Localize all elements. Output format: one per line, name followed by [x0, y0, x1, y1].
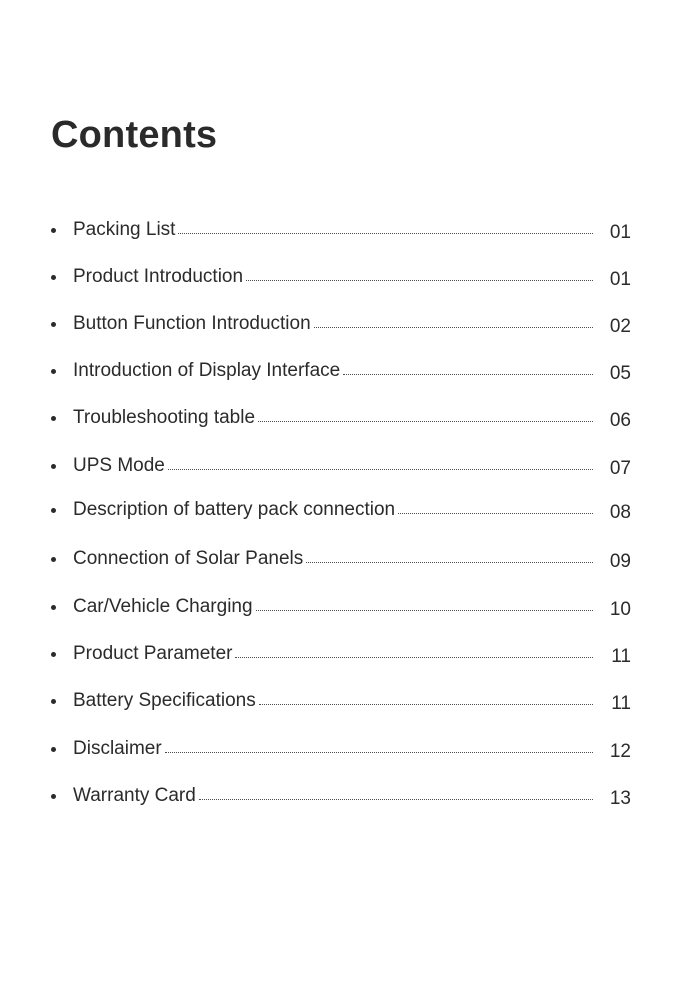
dotted-leader [258, 421, 593, 422]
toc-item-page-number: 06 [609, 410, 631, 431]
toc-item-page-number: 01 [609, 222, 631, 243]
bullet-icon [51, 228, 56, 233]
toc-item-label: Button Function Introduction [73, 313, 311, 334]
toc-item-page-number: 10 [609, 599, 631, 620]
bullet-icon [51, 699, 56, 704]
bullet-icon [51, 322, 56, 327]
toc-item-label: Packing List [73, 219, 176, 240]
toc-item-label: Product Parameter [73, 643, 233, 664]
toc-item-page-number: 11 [611, 646, 631, 667]
page-title: Contents [51, 114, 218, 156]
bullet-icon [51, 464, 56, 469]
toc-item-packing-list[interactable] [51, 206, 631, 242]
dotted-leader [398, 513, 593, 514]
bullet-icon [51, 747, 56, 752]
dotted-leader [235, 657, 593, 658]
dotted-leader [246, 280, 593, 281]
toc-item-label: UPS Mode [73, 455, 165, 476]
bullet-icon [51, 794, 56, 799]
toc-item-label: Battery Specifications [73, 690, 256, 711]
toc-item-page-number: 02 [609, 316, 631, 337]
toc-item-warranty-card[interactable] [51, 772, 631, 808]
dotted-leader [178, 233, 593, 234]
bullet-icon [51, 416, 56, 421]
toc-item-page-number: 09 [609, 551, 631, 572]
toc-item-label: Car/Vehicle Charging [73, 596, 253, 617]
bullet-icon [51, 557, 56, 562]
bullet-icon [51, 605, 56, 610]
dotted-leader [168, 469, 593, 470]
toc-item-display-interface[interactable] [51, 347, 631, 383]
bullet-icon [51, 369, 56, 374]
toc-item-product-parameter[interactable] [51, 630, 631, 666]
toc-item-button-function-introduction[interactable] [51, 300, 631, 336]
bullet-icon [51, 652, 56, 657]
bullet-icon [51, 508, 56, 513]
toc-item-ups-mode[interactable] [51, 442, 631, 478]
toc-item-page-number: 01 [609, 269, 631, 290]
toc-item-disclaimer[interactable] [51, 725, 631, 761]
toc-item-label: Troubleshooting table [73, 407, 256, 428]
toc-item-page-number: 11 [611, 693, 631, 714]
toc-item-product-introduction[interactable] [51, 253, 631, 289]
bullet-icon [51, 275, 56, 280]
toc-item-label: Warranty Card [73, 785, 196, 806]
toc-item-label: Product Introduction [73, 266, 244, 287]
toc-item-battery-specifications[interactable] [51, 677, 631, 713]
toc-item-battery-pack-connection[interactable] [51, 486, 631, 522]
dotted-leader [165, 752, 593, 753]
toc-item-vehicle-charging[interactable] [51, 583, 631, 619]
toc-item-label: Disclaimer [73, 738, 162, 759]
toc-item-label: Introduction of Display Interface [73, 360, 341, 381]
toc-item-page-number: 05 [609, 363, 631, 384]
dotted-leader [256, 610, 593, 611]
dotted-leader [306, 562, 593, 563]
toc-item-label: Connection of Solar Panels [73, 548, 304, 569]
dotted-leader [259, 704, 593, 705]
toc-item-page-number: 12 [609, 741, 631, 762]
dotted-leader [343, 374, 593, 375]
toc-item-page-number: 07 [609, 458, 631, 479]
toc-item-page-number: 08 [609, 502, 631, 523]
toc-item-troubleshooting-table[interactable] [51, 394, 631, 430]
toc-item-solar-panels[interactable] [51, 535, 631, 571]
dotted-leader [199, 799, 593, 800]
toc-item-page-number: 13 [609, 788, 631, 809]
toc-item-label: Description of battery pack connection [73, 499, 396, 520]
dotted-leader [314, 327, 593, 328]
